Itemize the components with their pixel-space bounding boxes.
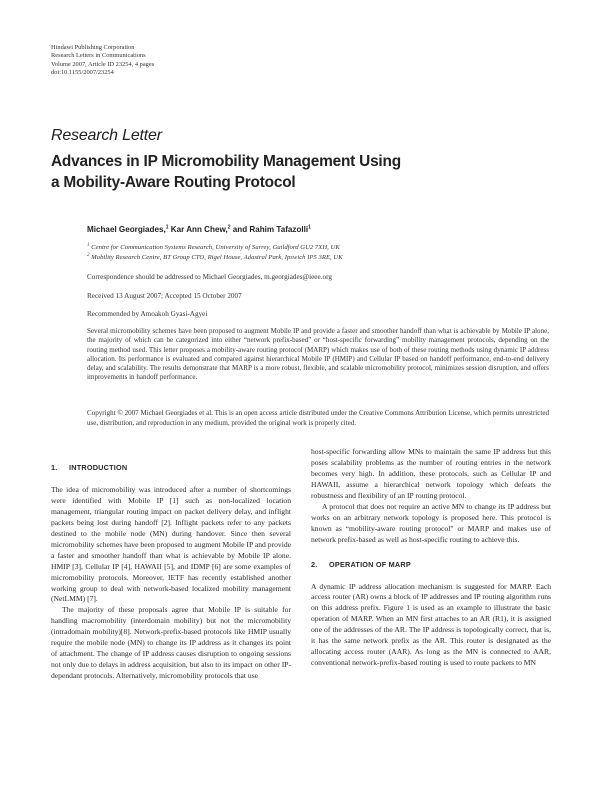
abstract: Several micromobility schemes have been proposed to augment Mobile IP and provide a faster and smoother handoff than what is achievable by Mobile IP alone, the majority of which can be categorized into either “network prefix-based” or “host-specific forwarding” mobility management protocols, depending on the routing method used. This letter proposes a mobility-aware routing protocol (MARP) which makes use of both of these routing methods using dynamic IP address allocation. Its performance is evaluated and compared against hierarchical Mobile IP (HMIP) and Cellular IP based on handoff performance, end-to-end delivery delay, and scalability. The results demonstrate that MARP is a more robust, flexible, and scalable micromobility protocol, minimizes session disruption, and offers improvements in handoff performance.	[87, 327, 549, 382]
left-column	[51, 463, 291, 682]
affiliation-2-text: Mobility Research Centre, BT Group CTO, Rigel House, Adastral Park, Ipswich IP5 3RE, UK	[91, 254, 343, 261]
author-2-affil: 2	[227, 224, 231, 231]
copyright-notice: Copyright © 2007 Michael Georgiades et al. This is an open access article distributed under the Creative Commons Attribution License, which permits unrestricted use, distribution, and reproduction in any medium, provided the original work is properly cited.	[87, 409, 549, 427]
intro-paragraph-2: The majority of these proposals agree that Mobile IP is suitable for handling macromobility (interdomain mobility) but not the micromobility (intradomain mobility)[8]. Network-prefix-based protocols like HMIP usually require the mobile node (MN) to change its IP address as it changes its point of attachment. The change of IP address causes disruption to ongoing sessions not only due to delays in address acquisition, but also to its impact on other IP-dependant protocols. Alternatively, micromobility protocols that use	[51, 605, 292, 681]
section-2-title: OPERATION OF MARP	[329, 559, 411, 569]
paper-title	[51, 151, 401, 193]
author-1-affil: 1	[165, 224, 169, 231]
affiliation-2	[87, 253, 343, 263]
affiliation-1-text: Centre for Communication Systems Research, University of Surrey, Guildford GU2 7XH, UK	[91, 244, 340, 251]
right-column	[311, 447, 551, 669]
journal-name: Research Letters in Communications	[51, 52, 146, 60]
section-1-number: 1.	[51, 463, 58, 472]
publisher: Hindawi Publishing Corporation	[51, 44, 135, 51]
section-1-heading	[51, 463, 291, 474]
affiliation-1	[87, 243, 343, 253]
intro-paragraph-1: The idea of micromobility was introduced after a number of shortcomings were identified with Mobile IP [1] such as non-localized location management, triangular routing impact on packet delivery delay, and inflight packets being lost during handoff [2]. Inflight packets refer to any packets destined to the mobile node (MN) during handover. Since then several micromobility schemes have been proposed to augment Mobile IP and provide a faster and smoother handoff than what is achievable by Mobile IP alone. HMIP [3], Cellular IP [4], HAWAII [5], and IDMP [6] are some examples of micromobility protocols. Moreover, IETF has recently established another working group to deal with network-based localized mobility management (NetLMM) [7].	[51, 484, 291, 604]
author-1: Michael Georgiades,	[87, 225, 166, 234]
author-2: Kar Ann Chew,	[168, 225, 228, 234]
intro-paragraph-4: A protocol that does not require an active MN to change its IP address but works on an arbitrary network topology is proposed here. This protocol is known as “mobility-aware routing protocol” or MARP and makes use of network prefix-based as well as host-specific routing to achieve this.	[311, 501, 551, 544]
affiliation-2-mark: 2	[87, 252, 90, 258]
doi: doi:10.1155/2007/23254	[51, 69, 114, 77]
intro-paragraph-3: host-specific forwarding allow MNs to maintain the same IP address but this poses scalability problems as the number of routing entries in the network becomes very high. In addition, these protocols, such as Cellular IP and HAWAII, assume a hierarchical network topology which defeats the robustness and flexibility of an IP routing protocol.	[311, 447, 551, 500]
section-2-heading	[311, 560, 551, 571]
correspondence: Correspondence should be addressed to Michael Georgiades, m.georgiades@ieee.org	[87, 273, 332, 281]
author-list	[87, 225, 311, 234]
article-type: Research Letter	[51, 127, 162, 144]
recommended-by: Recommended by Amoakoh Gyasi-Agyei	[87, 310, 208, 318]
volume-info: Volume 2007, Article ID 23254, 4 pages	[51, 60, 155, 68]
title-line-1: Advances in IP Micromobility Management Using	[51, 153, 401, 170]
affiliation-1-mark: 1	[87, 242, 90, 248]
title-line-2: a Mobility-Aware Routing Protocol	[51, 174, 296, 191]
section-2-number: 2.	[311, 559, 318, 569]
received-dates: Received 13 August 2007; Accepted 15 October 2007	[87, 292, 242, 300]
author-3: and Rahim Tafazolli	[230, 225, 309, 234]
affiliations	[87, 243, 343, 263]
publication-info	[51, 44, 154, 78]
section-1-title: INTRODUCTION	[69, 463, 128, 472]
marp-paragraph-1: A dynamic IP address allocation mechanism is suggested for MARP. Each access router (AR) owns a block of IP addresses and IP routing algorithm runs on this address prefix. Figure 1 is used as an example to illustrate the basic operation of MARP. When an MN first attaches to an AR (R1), it is assigned one of the addresses of the AR. The IP address is topologically correct, that is, it has the same network prefix as the AR. This router is designated as the allocating access router (AAR). As long as the MN is connected to AAR, conventional network-prefix-based routing is used to route packets to MN	[311, 581, 551, 668]
author-3-affil: 1	[308, 224, 311, 231]
